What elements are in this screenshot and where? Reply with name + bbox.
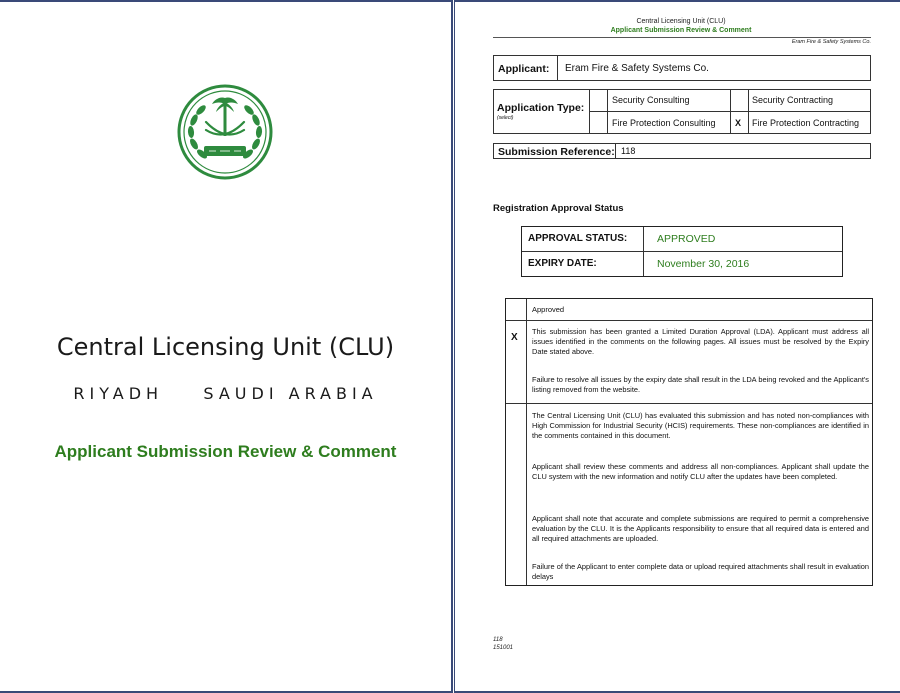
decision-header: Approved xyxy=(532,305,565,314)
decision-paragraph-1: This submission has been granted a Limited Duration Approval (LDA). Applicant must address all issues identified in the comments on the following pages. All issues must be resolved by the Expiry Date stated above. xyxy=(532,327,869,356)
header-rule xyxy=(493,37,871,38)
applicant-divider xyxy=(557,56,558,80)
header-org: Central Licensing Unit (CLU) xyxy=(636,18,726,25)
decision-paragraph-4: Applicant shall review these comments and address all non-compliances. Applicant shall update the CLU system with the new information and notify CLU after the updates have been completed. xyxy=(532,462,869,481)
application-type-hint: (select) xyxy=(497,115,514,121)
saudi-emblem-icon xyxy=(176,84,274,180)
decision-paragraph-5: Applicant shall note that accurate and complete submissions are required to permit a comprehensive evaluation by the CLU. It is the Applicants responsibility to ensure that all required data is entered and all required attachments are uploaded. xyxy=(532,514,869,543)
decision-paragraph-6: Failure of the Applicant to enter complete data or upload required attachments shall result in evaluation delays xyxy=(532,562,869,581)
header-doc-title: Applicant Submission Review & Comment xyxy=(610,27,752,34)
apptype-border-left xyxy=(493,89,494,134)
submission-reference-label: Submission Reference: xyxy=(498,146,615,158)
decision-paragraph-2: Failure to resolve all issues by the expiry date shall result in the LDA being revoked and the Applicant's listing removed from the website. xyxy=(532,375,869,394)
registration-heading: Registration Approval Status xyxy=(493,203,624,214)
application-type-label: Application Type: xyxy=(497,102,585,114)
application-type-block xyxy=(493,89,871,134)
apptype-option-fire-protection-contracting: Fire Protection Contracting xyxy=(752,118,860,128)
expiry-date-label: EXPIRY DATE: xyxy=(528,258,597,269)
decision-mark[interactable]: X xyxy=(511,332,518,343)
approval-status-table xyxy=(521,226,843,277)
submission-reference-value: 118 xyxy=(621,146,636,156)
decision-row-divider-1 xyxy=(506,320,872,321)
footer-line-1: 118 xyxy=(493,637,503,643)
decision-paragraph-3: The Central Licensing Unit (CLU) has evaluated this submission and has noted non-compliances with High Commission for Industrial Security (HCIS) requirements. These non-compliances are identified in the comments contained in this document. xyxy=(532,411,869,440)
approval-row-divider xyxy=(522,251,842,252)
apptype-border-top xyxy=(493,89,871,90)
submission-reference-divider xyxy=(615,144,616,158)
review-page xyxy=(455,0,900,693)
apptype-option-security-consulting: Security Consulting xyxy=(612,95,690,105)
cover-subtitle: Applicant Submission Review & Comment xyxy=(54,442,397,461)
footer-line-2: 151001 xyxy=(493,645,514,651)
apptype-option-fire-protection-consulting: Fire Protection Consulting xyxy=(612,118,716,128)
approval-status-label: APPROVAL STATUS: xyxy=(528,233,628,244)
approval-status-value: APPROVED xyxy=(657,233,716,245)
applicant-row xyxy=(493,55,871,81)
apptype-option-security-contracting: Security Contracting xyxy=(752,95,834,105)
approval-col-divider xyxy=(643,227,644,276)
applicant-label: Applicant: xyxy=(498,63,550,75)
decision-row-divider-2 xyxy=(506,403,872,404)
apptype-row-divider xyxy=(589,111,871,112)
applicant-value: Eram Fire & Safety Systems Co. xyxy=(565,63,709,74)
cover-title: Central Licensing Unit (CLU) xyxy=(56,333,395,361)
apptype-border-bottom xyxy=(493,133,871,134)
submission-reference-row xyxy=(493,143,871,159)
apptype-mark-4[interactable]: X xyxy=(735,118,742,128)
header-company: Eram Fire & Safety Systems Co. xyxy=(791,39,871,45)
decision-col-divider xyxy=(526,299,527,585)
cover-city: RIYADH SAUDI ARABIA xyxy=(73,384,378,403)
expiry-date-value: November 30, 2016 xyxy=(657,258,750,270)
